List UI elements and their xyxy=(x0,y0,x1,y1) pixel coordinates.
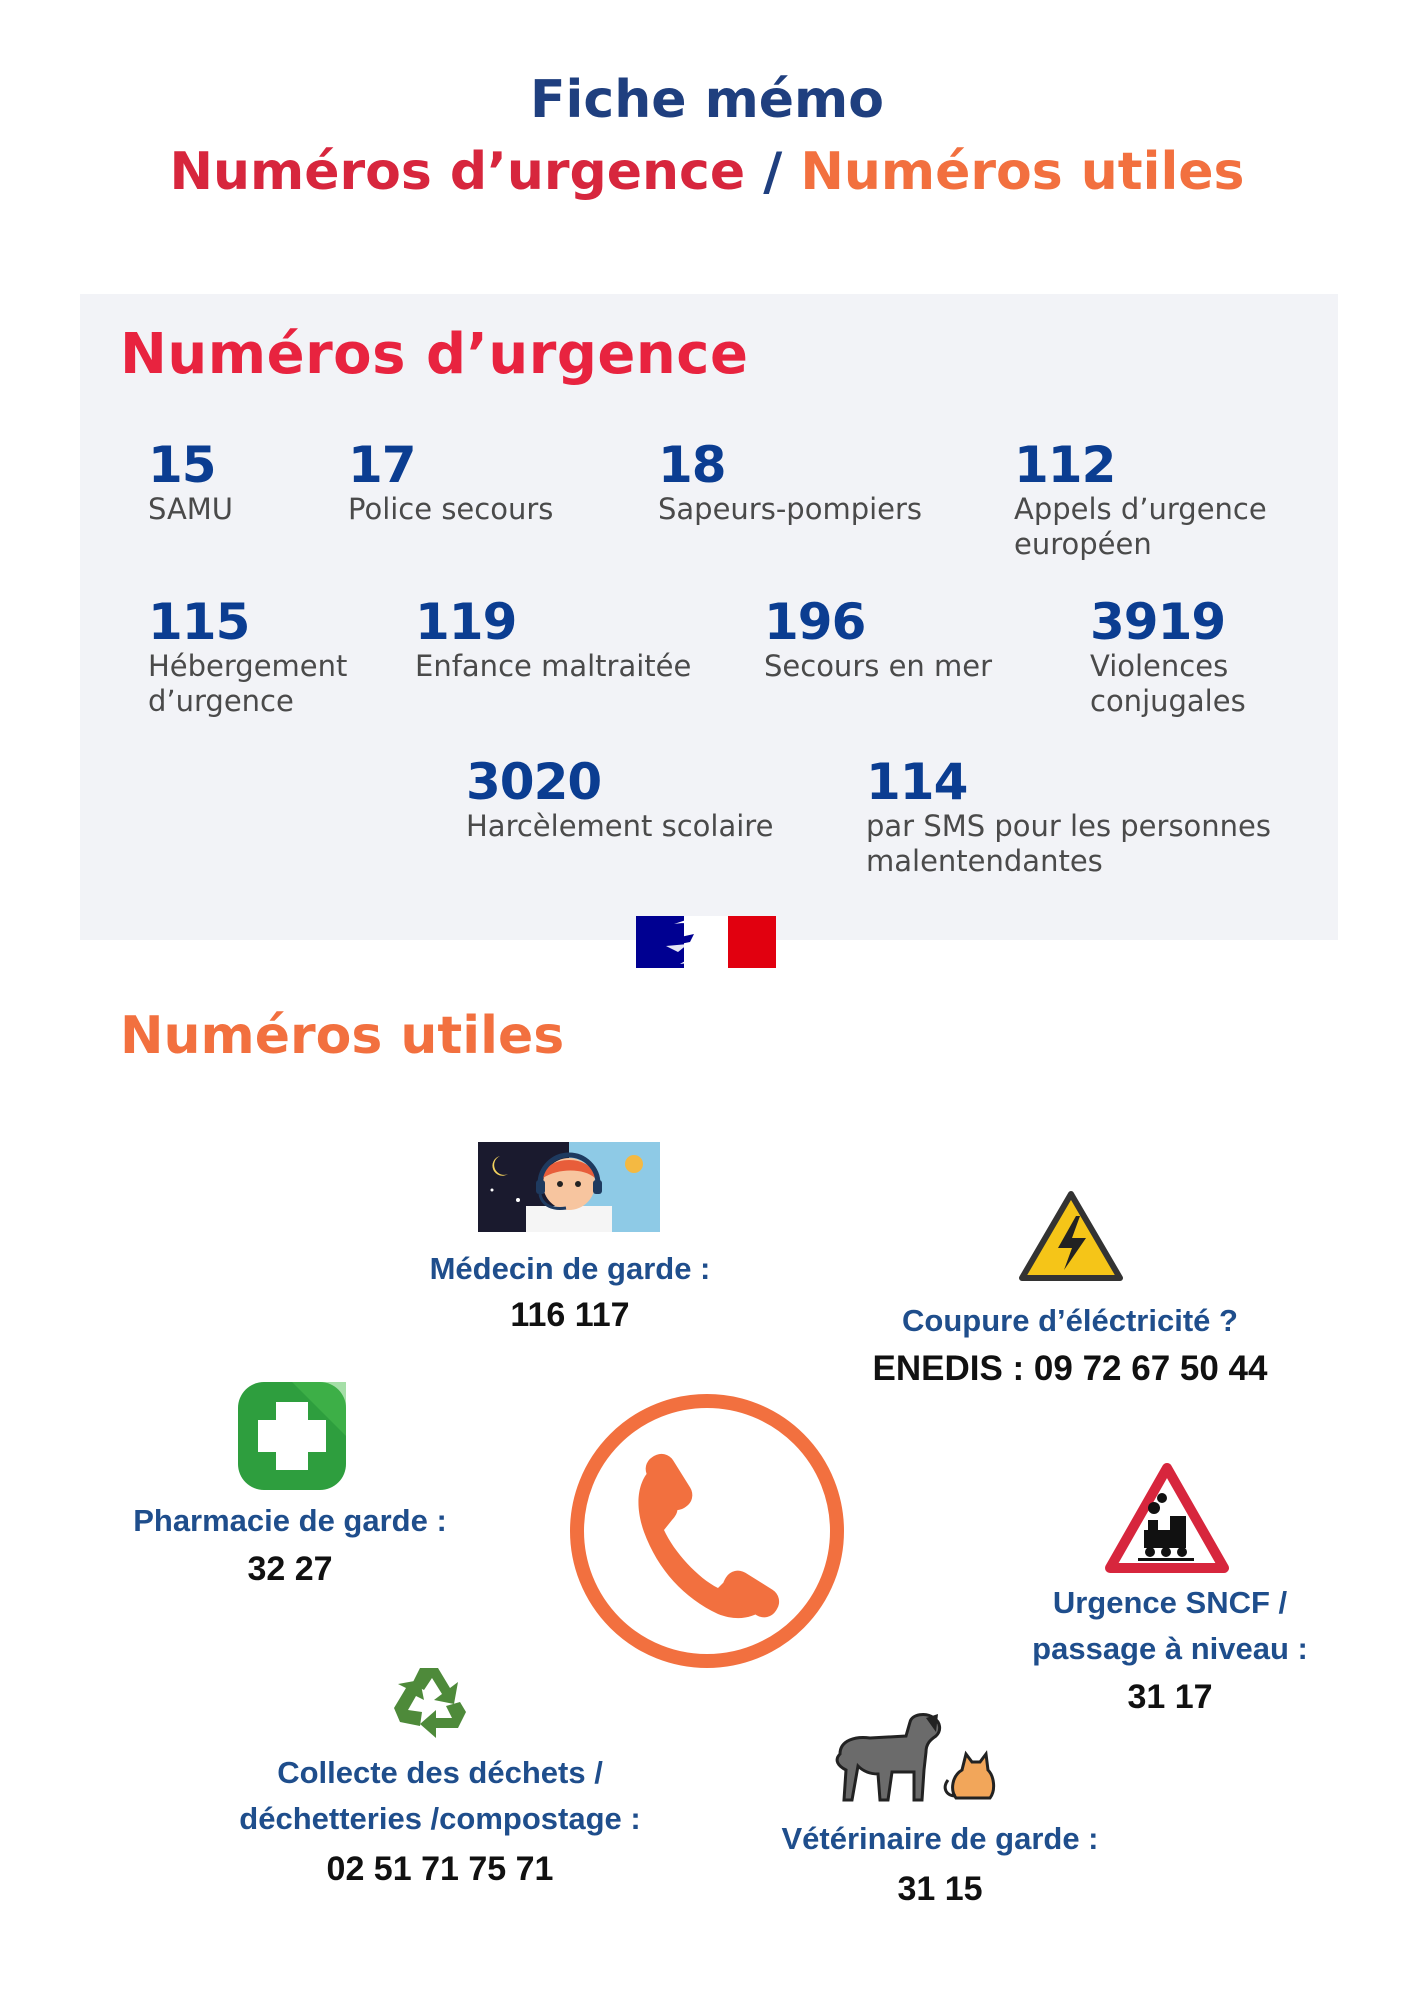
emergency-label: Secours en mer xyxy=(764,649,993,683)
page-subtitle xyxy=(0,142,1414,202)
level-crossing-sign-icon xyxy=(1104,1462,1230,1574)
emergency-label: Hébergement xyxy=(148,649,348,683)
sncf-label-line2: passage à niveau : xyxy=(1032,1631,1308,1666)
veterinaire-label: Vétérinaire de garde : xyxy=(781,1821,1099,1856)
electricite-label: Coupure d’éléctricité ? xyxy=(902,1303,1238,1338)
emergency-label: Sapeurs-pompiers xyxy=(658,492,923,526)
emergency-item-17 xyxy=(348,438,553,527)
emergency-label-line2: européen xyxy=(1014,527,1152,561)
emergency-label-line2: conjugales xyxy=(1090,684,1246,718)
marianne-flag-logo xyxy=(636,916,776,968)
pharmacie-label: Pharmacie de garde : xyxy=(133,1503,447,1538)
emergency-number: 196 xyxy=(764,593,866,651)
dechets-label-line1: Collecte des déchets / xyxy=(277,1755,603,1790)
medecin-label: Médecin de garde : xyxy=(429,1251,711,1286)
emergency-label: Appels d’urgence xyxy=(1014,492,1267,526)
dechets-number: 02 51 71 75 71 xyxy=(326,1850,554,1888)
sncf-label-line1: Urgence SNCF / xyxy=(1052,1585,1288,1620)
emergency-number: 3919 xyxy=(1090,593,1226,651)
emergency-item-115 xyxy=(148,595,347,719)
pharmacie-number: 32 27 xyxy=(247,1550,333,1588)
emergency-item-15 xyxy=(148,438,233,527)
useful-heading: Numéros utiles xyxy=(120,1006,565,1066)
emergency-heading: Numéros d’urgence xyxy=(120,322,749,387)
emergency-item-3020 xyxy=(466,755,773,844)
dechets-label-line2: déchetteries /compostage : xyxy=(239,1801,641,1836)
medecin-number: 116 117 xyxy=(510,1296,630,1334)
page-title: Fiche mémo xyxy=(530,70,884,130)
emergency-number: 17 xyxy=(348,436,416,494)
emergency-number: 115 xyxy=(148,593,250,651)
emergency-label: Harcèlement scolaire xyxy=(466,809,774,843)
emergency-item-18 xyxy=(658,438,922,527)
emergency-number: 18 xyxy=(658,436,726,494)
emergency-item-114 xyxy=(866,755,1271,879)
emergency-number: 119 xyxy=(415,593,517,651)
high-voltage-warning-icon xyxy=(1018,1190,1124,1284)
emergency-label-line2: malentendantes xyxy=(866,844,1103,878)
emergency-number: 112 xyxy=(1014,436,1116,494)
pharmacy-cross-icon xyxy=(236,1380,348,1492)
emergency-label: SAMU xyxy=(148,492,234,526)
electricite-number: ENEDIS : 09 72 67 50 44 xyxy=(872,1349,1268,1388)
emergency-number: 3020 xyxy=(466,753,602,811)
emergency-item-112 xyxy=(1014,438,1267,562)
emergency-item-119 xyxy=(415,595,691,684)
dog-cat-icon xyxy=(826,1710,1008,1806)
doctor-headset-icon xyxy=(478,1142,660,1232)
recycle-icon xyxy=(390,1660,476,1746)
subtitle-urgence: Numéros d’urgence xyxy=(169,142,746,202)
emergency-label: par SMS pour les personnes xyxy=(866,809,1272,843)
phone-icon xyxy=(568,1392,846,1670)
emergency-item-196 xyxy=(764,595,992,684)
emergency-label-line2: d’urgence xyxy=(148,684,294,718)
sncf-number: 31 17 xyxy=(1127,1678,1213,1716)
veterinaire-number: 31 15 xyxy=(897,1870,983,1908)
subtitle-separator: / xyxy=(763,142,783,202)
emergency-number: 15 xyxy=(148,436,216,494)
emergency-label: Police secours xyxy=(348,492,554,526)
emergency-label: Enfance maltraitée xyxy=(415,649,692,683)
emergency-label: Violences xyxy=(1090,649,1229,683)
subtitle-utiles: Numéros utiles xyxy=(800,142,1245,202)
emergency-item-3919 xyxy=(1090,595,1246,719)
emergency-number: 114 xyxy=(866,753,968,811)
